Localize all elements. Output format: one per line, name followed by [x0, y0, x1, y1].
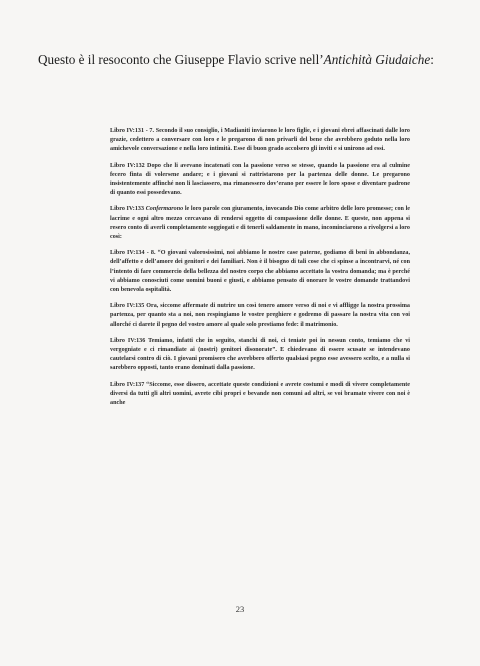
- passage-text: “O giovani valorosissimi, noi abbiamo le nostre case paterne, godiamo di beni in abbondanza, dell’affetto e dell’amore dei genitori e dei familiari. Non è il bisogno di tali cose che ci spinse a incontrarvi, né con l’intento di fare commercio della bellezza del nostro corpo che abbiamo accettato la vostra domanda; ma è perché vi abbiamo conosciuti come uomini buoni e giusti, e abbiamo pensato di onorare le vostre domande trattandovi con benevola ospitalità.: [110, 250, 410, 294]
- passage: [110, 249, 410, 295]
- passage: [110, 302, 410, 330]
- intro-colon: :: [430, 52, 434, 67]
- quoted-passages: [110, 127, 410, 415]
- page-number: 23: [235, 604, 245, 614]
- passage-text: Dopo che li avevano incatenati con la passione verso se stesse, quando la passione era al culmine fecero finta di volersene andare; e i giovani si rattristarono per la partenza delle donne. Le pregarono insistentemente affinché non li lasciassero, ma rimanessero dov’erano per essere le loro spose e diventare padrone di quanto essi possedevano.: [110, 162, 411, 197]
- intro-sentence: [38, 52, 458, 68]
- passage: [110, 205, 410, 242]
- passage-reference: Libro IV:136: [110, 337, 146, 344]
- passage-emphasis: Confermarono: [144, 206, 184, 213]
- passage-text: “Siccome, esse dissero, accettate queste condizioni e avrete costumi e modi di vivere completamente diversi da tutti gli altri uomini, avrete cibi propri e bevande non comuni ad altri, se voi bramate vivere con noi è anche: [110, 381, 410, 407]
- passage-reference: Libro IV:134 - 8.: [110, 250, 156, 257]
- passage-text: Secondo il suo consiglio, i Madianiti inviarono le loro figlie, e i giovani ebrei affascinati dalle loro grazie, cedettero a conversare con loro e le pregarono di non privarli del bene che avrebbero goduto nella loro amichevole conversazione e nella loro intimità. Esse di buon grado accolsero gli inviti e si unirono ad essi.: [110, 128, 410, 153]
- intro-text: Questo è il resoconto che Giuseppe Flavio scrive nell’: [38, 52, 324, 67]
- passage: [110, 337, 410, 374]
- passage-text: Temiamo, infatti che in seguito, stanchi di noi, ci teniate poi in nessun conto, temiamo che vi vergogniate e ci rimandiate ai (nostri) genitori disonorate”. E chiedevano di essere scusate se intendevano cautelarsi contro di ciò. I giovani promisero che avrebbero offerto qualsiasi pegno esse avessero scelto, e a nulla si sarebbero opposti, tanto erano dominati dalla passione.: [110, 337, 410, 372]
- passage-text: le loro parole con giuramento, invocando Dio come arbitro delle loro promesse; con le lacrime e ogni altro mezzo cercavano di rendersi oggetto di compassione delle donne. E queste, non appena si resero conto di averli completamente soggiogati e di tenerli saldamente in mano, incominciarono a rivolgersi a loro così:: [110, 206, 411, 241]
- passage-reference: Libro IV:137: [110, 381, 145, 388]
- passage-text: Ora, siccome affermate di nutrire un così tenero amore verso di noi e vi affligge la nostra prossima partenza, per quanto sta a noi, non respingiamo le vostre preghiere e godremo di passare la nostra vita con voi allorché ci darete il pegno del vostro amore al quale solo prestiamo fede: il matrimonio.: [110, 303, 410, 328]
- passage: [110, 381, 410, 409]
- passage: [110, 127, 410, 155]
- passage-reference: Libro IV:135: [110, 303, 145, 310]
- passage: [110, 162, 410, 199]
- passage-reference: Libro IV:132: [110, 162, 145, 169]
- book-title: Antichità Giudaiche: [323, 52, 431, 67]
- passage-reference: Libro IV:131 - 7.: [110, 128, 155, 134]
- passage-reference: Libro IV:133: [110, 206, 145, 213]
